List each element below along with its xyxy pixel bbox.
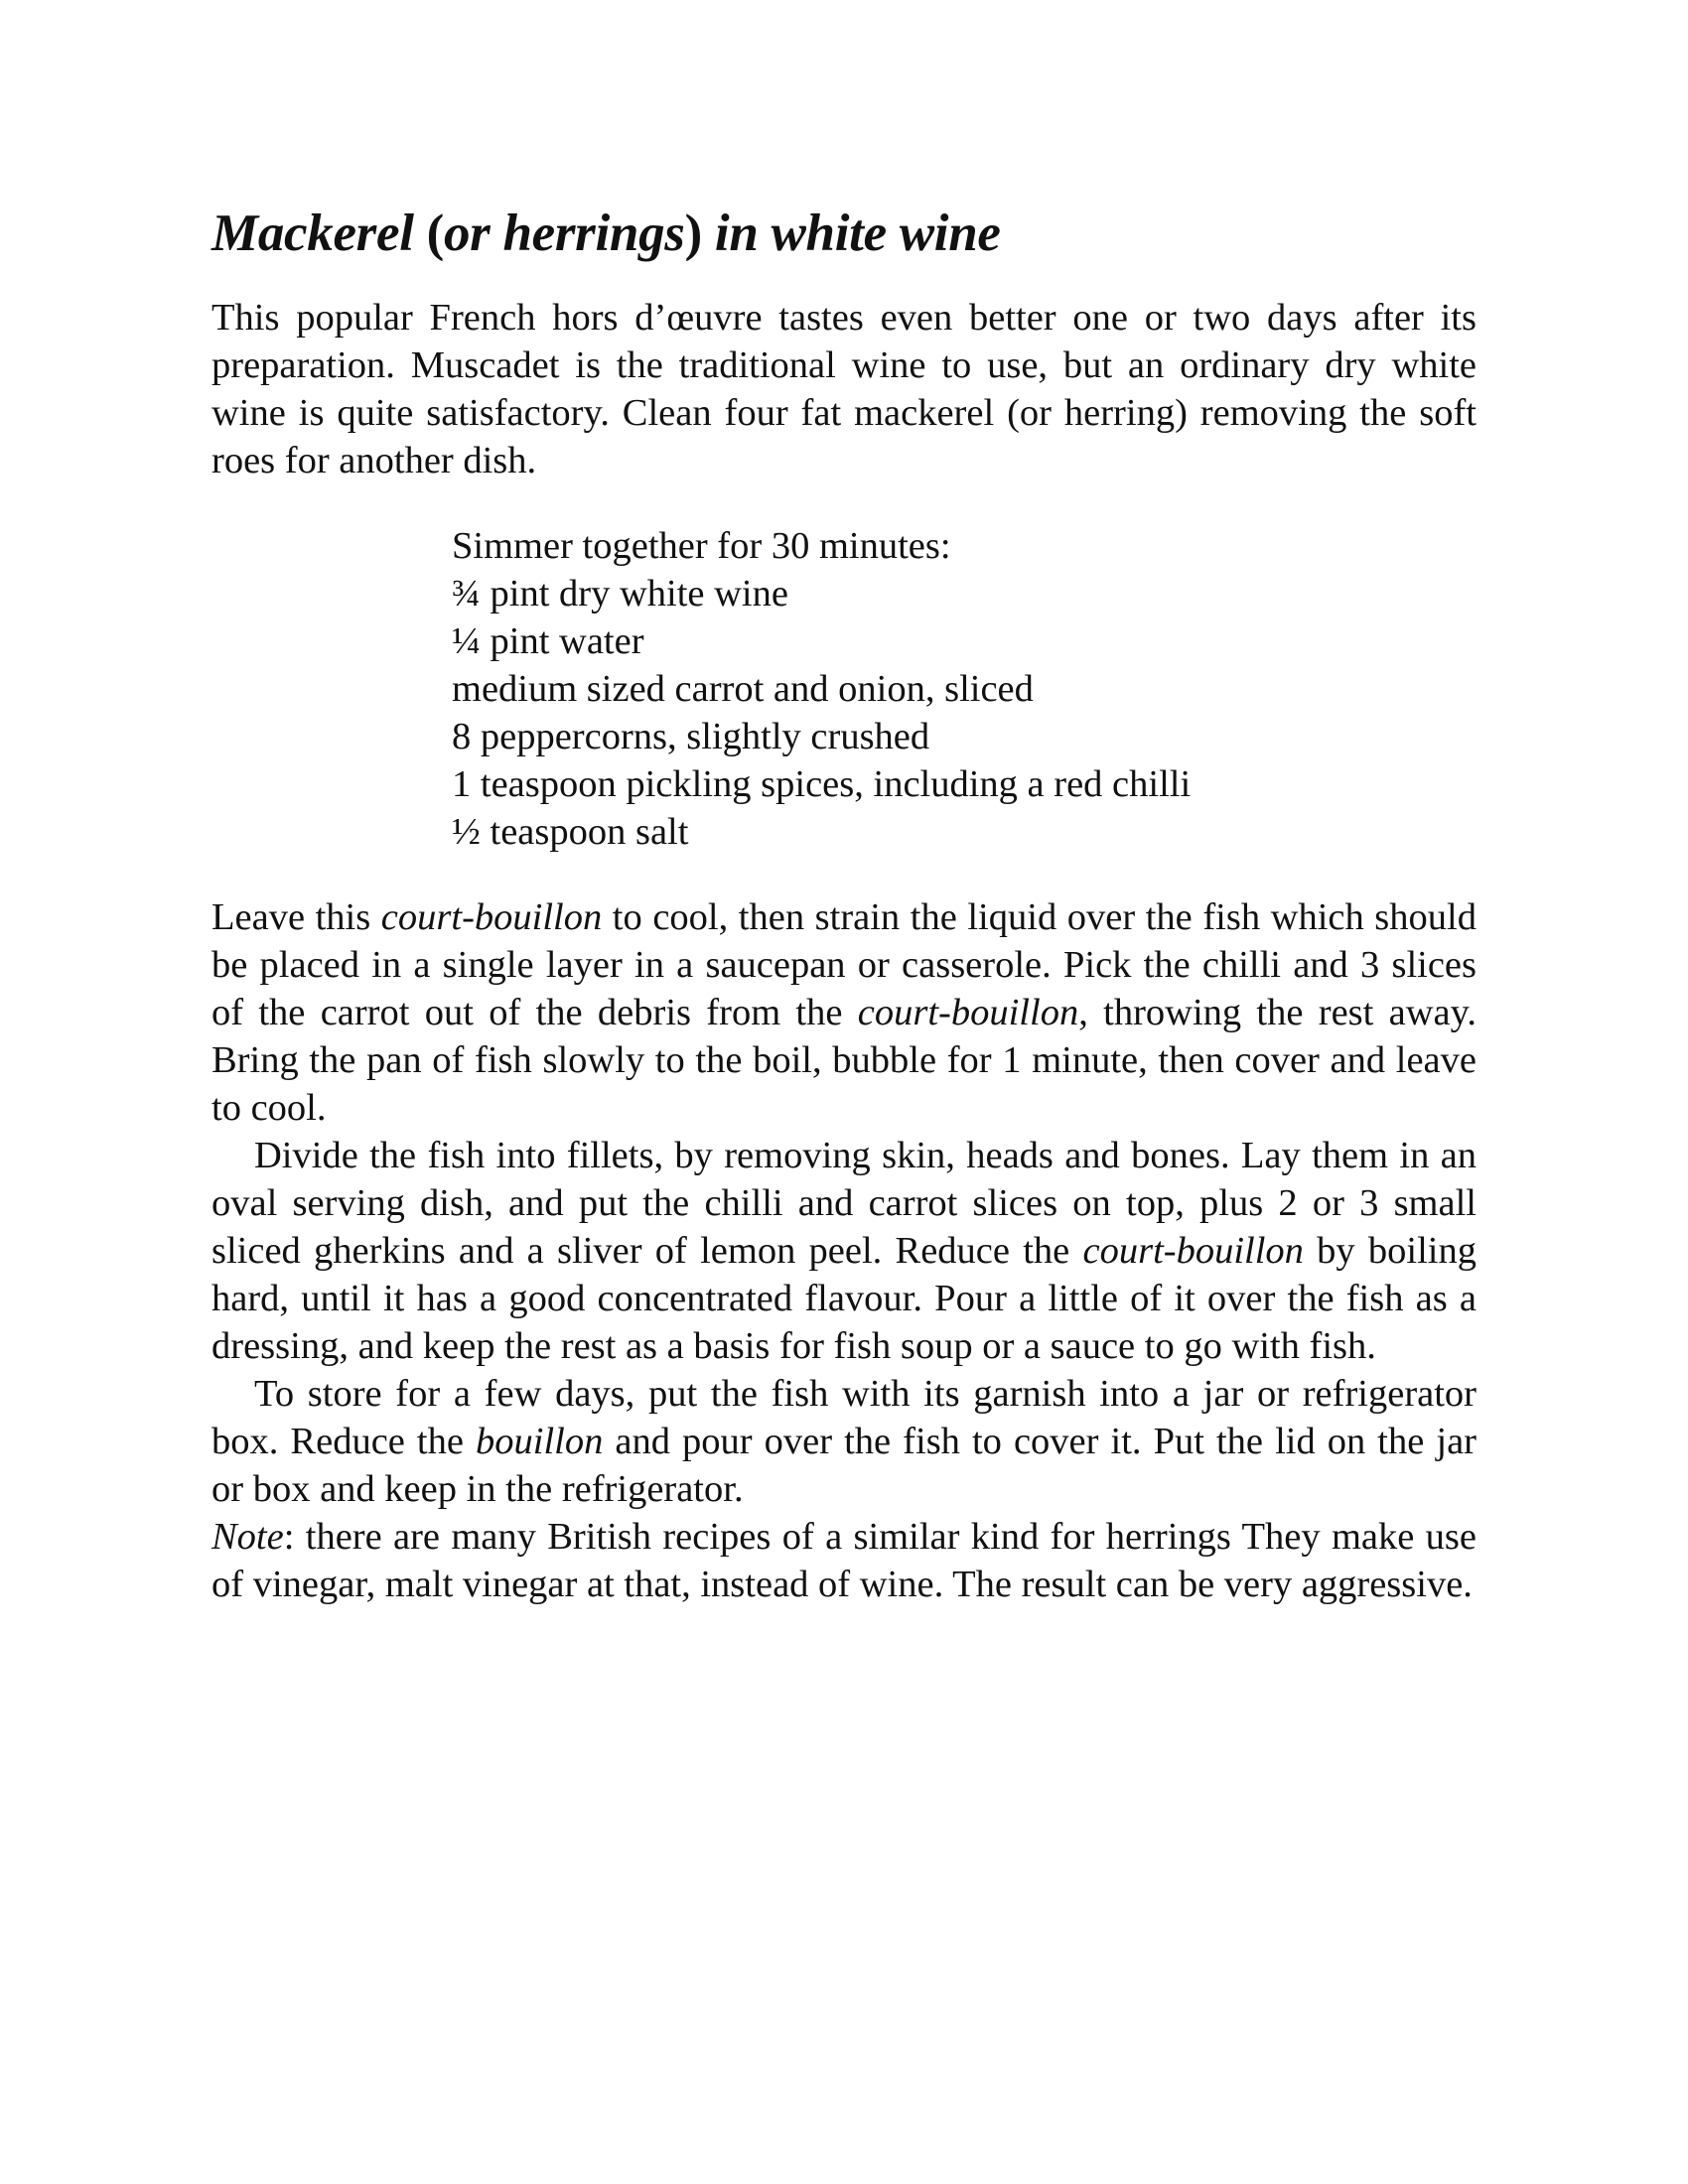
- method-text: Leave this: [211, 896, 381, 938]
- method-text: , throwing the rest away. Bring the pan of fish slowly to the boil, bubble for 1 minute, then cover and leave to cool.: [211, 992, 1477, 1129]
- method-italic-term: bouillon: [476, 1421, 604, 1462]
- intro-paragraph: This popular French hors d’œuvre tastes even better one or two days after its preparation. Muscadet is the traditional wine to use, but an ordinary dry white wine is quite satisfactory. Clean four fat mackerel (or herring) removing the soft roes for another dish.: [211, 297, 1477, 481]
- title-open-paren: (: [426, 205, 444, 262]
- title-part-2: or herrings: [443, 205, 685, 262]
- recipe-page: [211, 199, 1477, 1608]
- title-part-3: in white wine: [701, 205, 1001, 262]
- ingredient-item: ½ teaspoon salt: [452, 811, 689, 853]
- method-text: by boiling hard, until it has a good concentrated flavour. Pour a little of it over the fish as a dressing, and keep the rest as a basis for fish soup or a sauce to go with fish.: [211, 1230, 1477, 1367]
- ingredient-item: ¾ pint dry white wine: [452, 573, 788, 614]
- ingredient-item: 8 peppercorns, slightly crushed: [452, 716, 930, 757]
- ingredient-item: medium sized carrot and onion, sliced: [452, 668, 1034, 710]
- title-close-paren: ): [684, 205, 702, 262]
- method-italic-term: court-bouillon: [380, 896, 603, 938]
- recipe-title: [211, 199, 1477, 268]
- note-text: : there are many British recipes of a similar kind for herrings They make use of vinegar, malt vinegar at that, instead of wine. The result can be very aggressive.: [211, 1516, 1477, 1605]
- method-paragraph-2: [211, 1132, 1477, 1370]
- method-text: To store for a few days, put the fish with its garnish into a jar or refrigerator box. Reduce the: [211, 1373, 1477, 1462]
- ingredient-item: 1 teaspoon pickling spices, including a red chilli: [452, 763, 1192, 805]
- method-text: Divide the fish into fillets, by removing skin, heads and bones. Lay them in an oval serving dish, and put the chilli and carrot slices on top, plus 2 or 3 small sliced gherkins and a sliver of lemon peel. Reduce the: [211, 1135, 1477, 1272]
- ingredient-heading: Simmer together for 30 minutes:: [452, 525, 951, 567]
- method-italic-term: court-bouillon: [857, 992, 1079, 1033]
- note-paragraph: [211, 1513, 1477, 1608]
- method-paragraph-3: [211, 1370, 1477, 1513]
- method-text: and pour over the fish to cover it. Put the lid on the jar or box and keep in the refrigerator.: [211, 1421, 1477, 1510]
- method-paragraph-1: [211, 893, 1477, 1132]
- method-text: to cool, then strain the liquid over the fish which should be placed in a single layer in a saucepan or casserole. Pick the chilli and 3 slices of the carrot out of the debris from the: [211, 896, 1477, 1033]
- ingredient-item: ¼ pint water: [452, 620, 644, 662]
- ingredient-list: [452, 522, 1477, 856]
- note-label: Note: [211, 1516, 284, 1558]
- method-italic-term: court-bouillon: [1082, 1230, 1304, 1272]
- title-part-1: Mackerel: [211, 205, 427, 262]
